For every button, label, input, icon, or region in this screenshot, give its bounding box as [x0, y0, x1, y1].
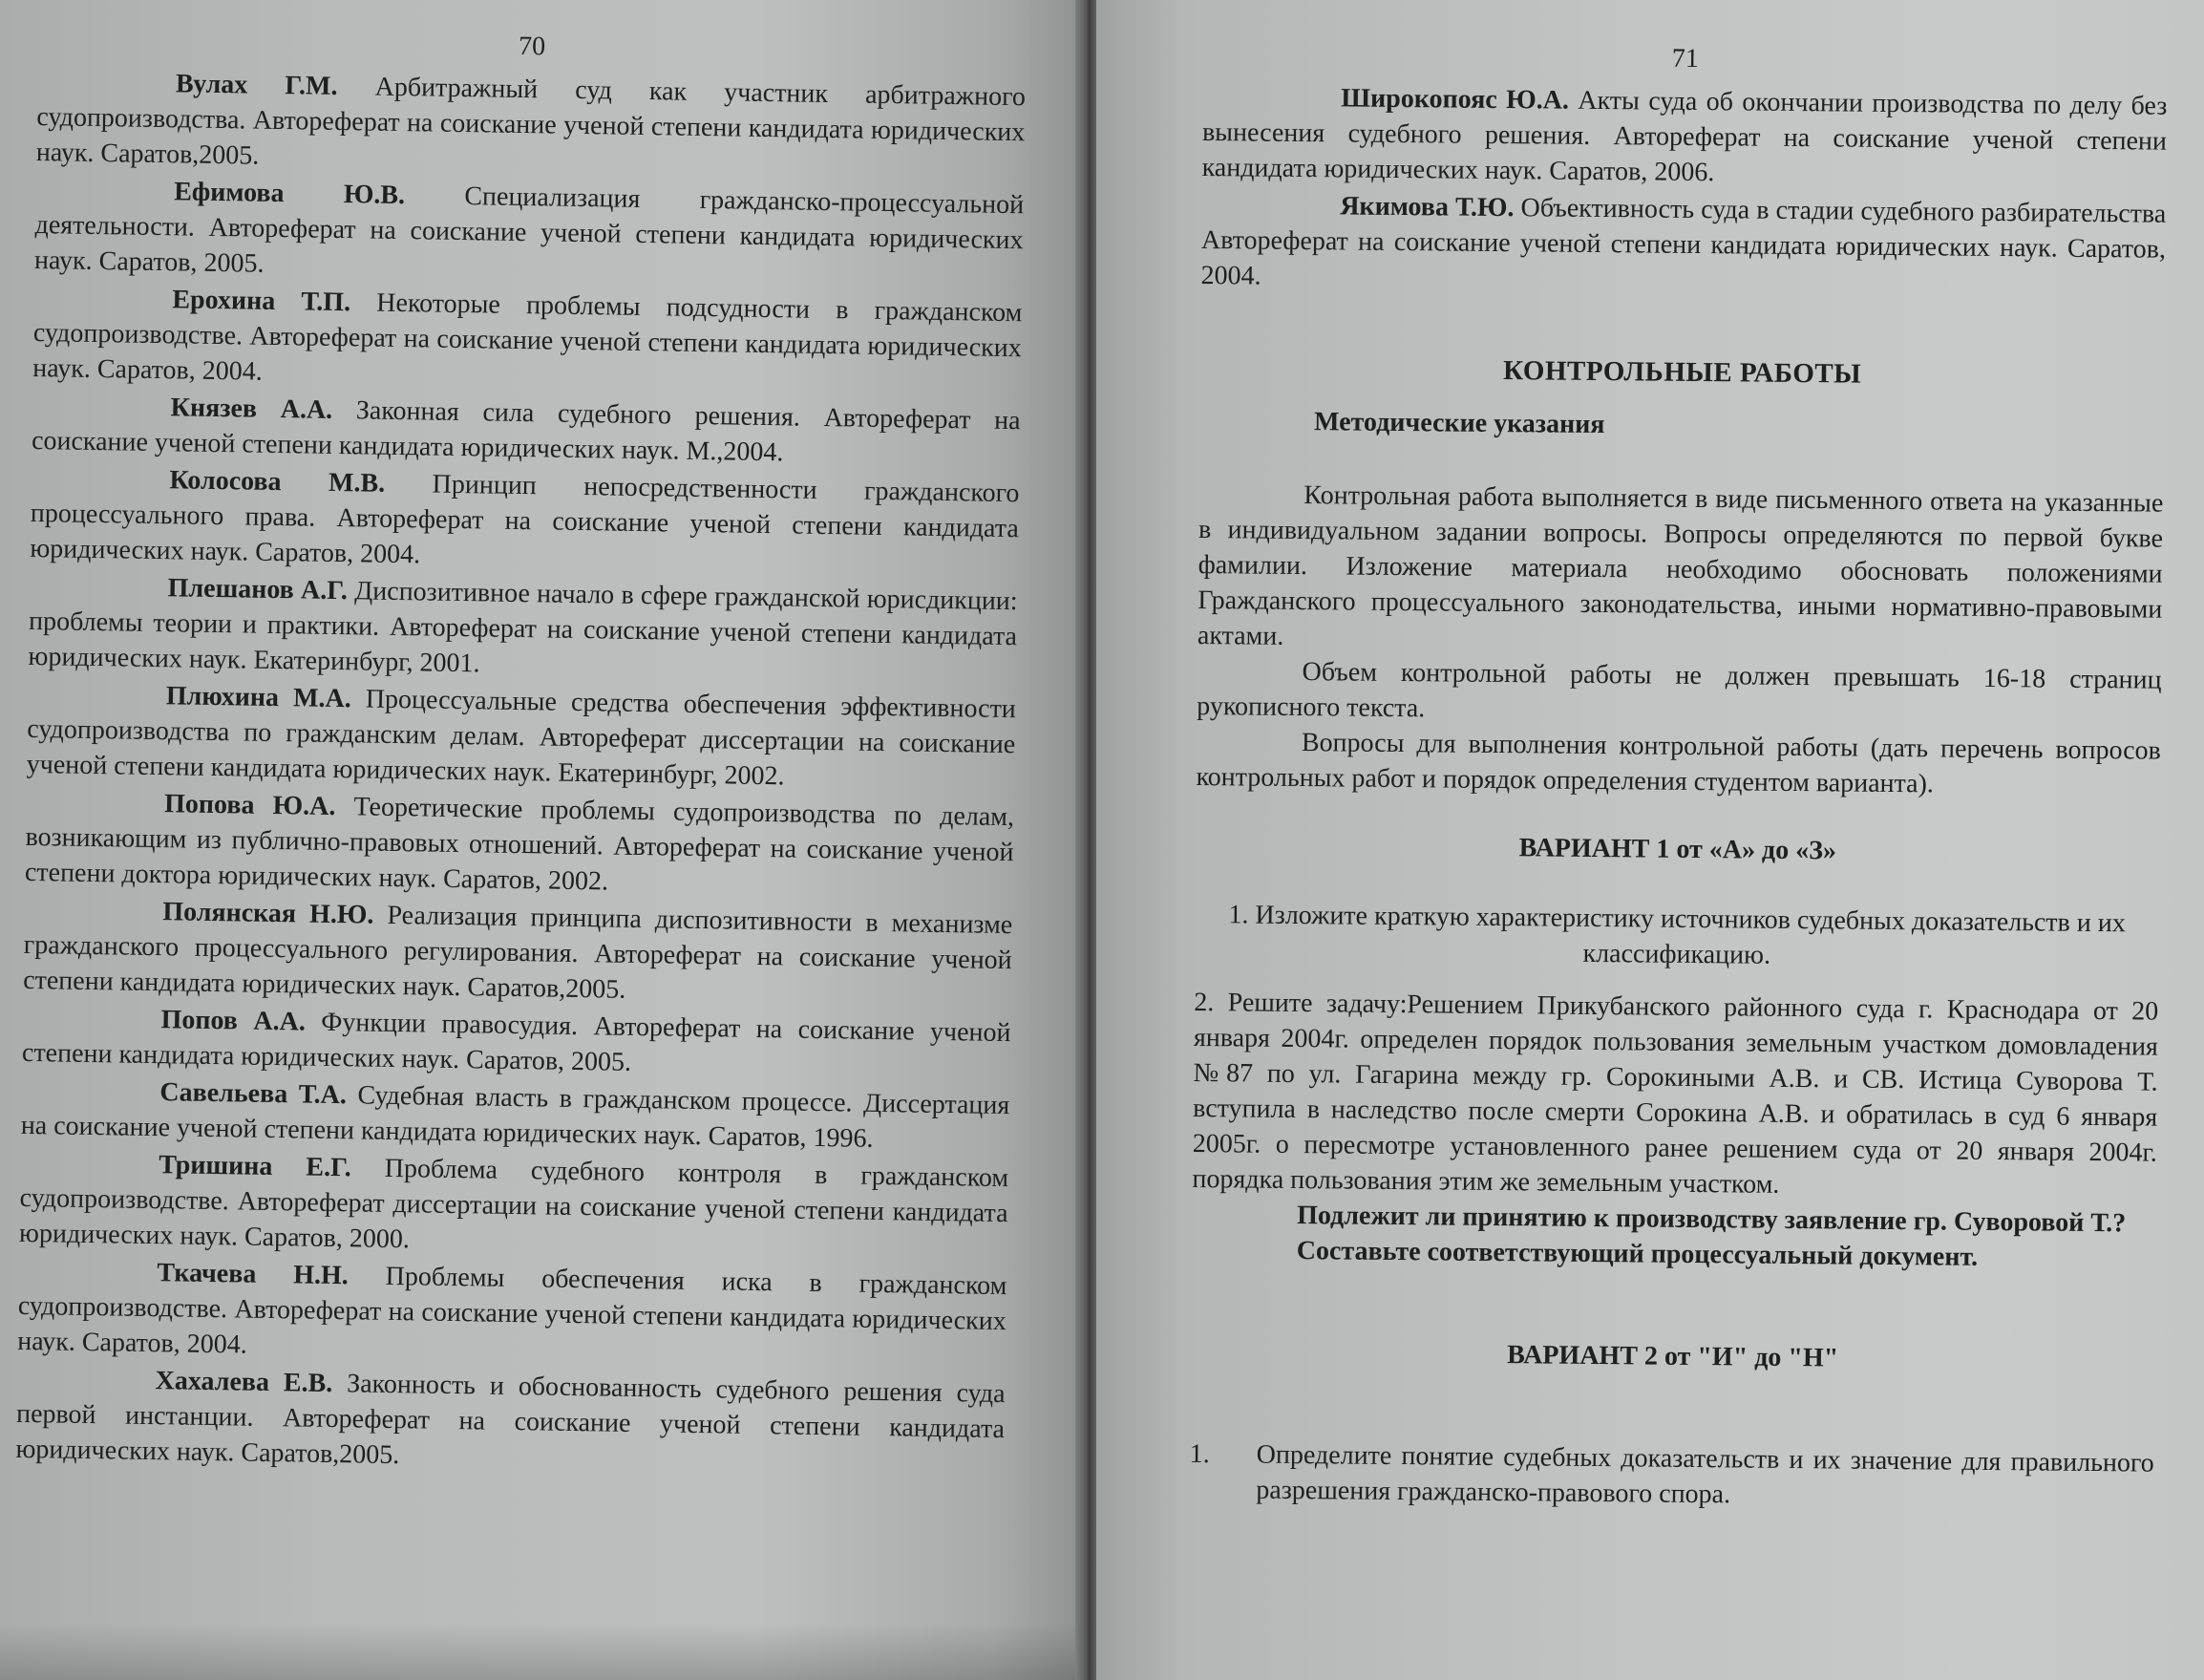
instruction-paragraph: Вопросы для выполнения контрольной работы (дать перечень вопросов контрольных работ и порядок определения студентом варианта).	[1196, 728, 2162, 799]
entry-author: Ефимова Ю.В.	[173, 177, 406, 211]
entry-text: Арбитражный суд как участник арбитражного судопроизводства. Автореферат на соискание ученой степени кандидата юридических наук. Саратов,2005.	[35, 72, 1027, 171]
entry-text: Законность и обоснованность судебного решения суда первой инстанции. Автореферат на соискание ученой степени кандидата юридических наук. Саратов,2005.	[15, 1369, 1006, 1471]
bibliography-entry	[22, 1000, 1011, 1086]
entry-text: Специализация гражданско-процессуальной деятельности. Автореферат на соискание ученой степени кандидата юридических наук. Саратов, 2005.	[33, 181, 1025, 279]
entry-author: Князев А.А.	[170, 393, 333, 425]
page-number-left: 70	[518, 31, 546, 62]
instruction-paragraph: Контрольная работа выполняется в виде письменного ответа на указанные в индивидуальном задании вопросы. Вопросы определяются по первой букве фамилии. Изложение материала необходимо обосновать положениями Гражданского процессуального законодательства, иными нормативно-правовыми актами.	[1197, 480, 2164, 651]
bibliography-entry	[28, 568, 1018, 690]
entry-author: Якимова Т.Ю.	[1340, 191, 1515, 223]
bibliography-entry	[25, 784, 1015, 905]
entry-text: Принцип непосредственности гражданского процессуального права. Автореферат на соискание ученой степени кандидата юридических наук. Саратов, 2004.	[30, 469, 1020, 570]
variant-1-question-1: 1. Изложите краткую характеристику источников судебных доказательств и их классификацию.	[1228, 900, 2126, 970]
entry-text: Функции правосудия. Автореферат на соискание ученой степени кандидата юридических наук. Саратов, 2005.	[21, 1007, 1011, 1077]
variant-1-title: ВАРИАНТ 1 от «А» до «З»	[1518, 833, 1837, 866]
bibliography-entry	[23, 892, 1013, 1013]
bibliography-entry	[34, 172, 1025, 293]
bibliography-entry	[17, 1253, 1007, 1374]
bibliography-entry	[36, 64, 1027, 185]
right-page	[1096, 0, 2204, 1680]
entry-author: Ткачева Н.Н.	[157, 1258, 350, 1291]
entry-author: Ерохина Т.П.	[172, 285, 351, 318]
entry-text: Проблема судебного контроля в гражданском судопроизводстве. Автореферат диссертации на соискание ученой степени кандидата юридических наук. Саратов, 2000.	[18, 1153, 1009, 1255]
right-page-content	[1189, 36, 2168, 1517]
left-page-content	[15, 21, 1027, 1482]
instruction-paragraph: Объем контрольной работы не должен превышать 16-18 страниц рукописного текста.	[1197, 657, 2162, 724]
entry-author: Колосова М.В.	[169, 465, 386, 499]
bibliography-entry	[32, 388, 1021, 474]
entry-author: Савельева Т.А.	[159, 1077, 348, 1111]
entry-text: Судебная власть в гражданском процессе. Диссертация на соискание ученой степени кандидата юридических наук. Саратов, 1996.	[20, 1080, 1010, 1154]
entry-author: Полянская Н.Ю.	[162, 897, 374, 930]
entry-text: Теоретические проблемы судопроизводства по делам, возникающим из публично-правовых отношений. Автореферат на соискание ученой степени доктора юридических наук. Саратов, 2002.	[24, 792, 1015, 897]
entry-author: Плешанов А.Г.	[167, 573, 349, 606]
page-bottom-shadow	[0, 1623, 1079, 1680]
entry-text: Некоторые проблемы подсудности в гражданском судопроизводстве. Автореферат на соискание ученой степени кандидата юридических наук. Саратов, 2004.	[32, 287, 1023, 387]
variant-2-item-1	[1189, 1436, 2154, 1517]
bibliography-entry	[19, 1145, 1009, 1266]
entry-author: Хахалева Е.В.	[155, 1366, 333, 1399]
bibliography-entry	[32, 280, 1023, 401]
entry-author: Тришина Е.Г.	[158, 1150, 352, 1183]
bibliography-entry	[30, 460, 1020, 582]
bibliography-entry	[1202, 79, 2168, 195]
item-text: Определите понятие судебных доказательств и их значение для правильного разрешения гражданско-правового спора.	[1256, 1439, 2154, 1510]
entry-author: Плюхина М.А.	[165, 681, 351, 714]
entry-author: Вулах Г.М.	[175, 69, 338, 101]
entry-author: Попова Ю.А.	[163, 789, 336, 821]
bibliography-entry	[26, 676, 1016, 797]
entry-text: Реализация принципа диспозитивности в механизме гражданского процессуального регулирования. Автореферат на соискание ученой степени кандидата юридических наук. Саратов,2005.	[22, 900, 1013, 1005]
entry-author: Широкопояс Ю.А.	[1341, 83, 1570, 116]
entry-text: Диспозитивное начало в сфере гражданской юрисдикции: проблемы теории и практики. Автореферат на соискание ученой степени кандидата юридических наук. Екатеринбург, 2001.	[28, 576, 1018, 679]
entry-text: Объективность суда в стадии судебного разбирательства Автореферат на соискание ученой степени кандидата юридических наук. Саратов, 2004.	[1200, 193, 2167, 291]
bibliography-entry	[21, 1073, 1010, 1159]
entry-text: Акты суда об окончании производства по делу без вынесения судебного решения. Автореферат на соискание ученой степени кандидата юридических наук. Саратов, 2006.	[1201, 85, 2168, 188]
section-title: КОНТРОЛЬНЫЕ РАБОТЫ	[1502, 355, 1862, 390]
entry-author: Попов А.А.	[160, 1005, 307, 1037]
entry-text: Проблемы обеспечения иска в гражданском судопроизводстве. Автореферат на соискание ученой степени кандидата юридических наук. Саратов, 2004.	[17, 1261, 1007, 1360]
entry-text: Законная сила судебного решения. Автореферат на соискание ученой степени кандидата юридических наук. М.,2004.	[31, 395, 1021, 468]
variant-2-title: ВАРИАНТ 2 от "И" до "Н"	[1507, 1340, 1839, 1373]
item-number: 1.	[1189, 1438, 1210, 1470]
variant-1-question-2: 2. Решите задачу:Решением Прикубанского районного суда г. Краснодара от 20 января 2004г. определен порядок пользования земельным участком домовладения №87 по ул. Гагарина между гр. Сорокиными А.В. и СВ. Истица Суворова Т. вступила в наследство после смерти Сорокина А.В. и обратилась в суд 6 января 2005г. о пересмотре установленного ранее решением суда от 20 января 2004г. порядка пользования этим же земельным участком.	[1192, 987, 2159, 1200]
left-page	[0, 0, 1079, 1680]
entry-text: Процессуальные средства обеспечения эффективности судопроизводства по гражданским делам. Автореферат диссертации на соискание ученой степени кандидата юридических наук. Екатеринбург, 2002.	[26, 684, 1017, 792]
bibliography-entry	[1200, 187, 2166, 303]
subsection-title: Методические указания	[1313, 407, 1605, 440]
bibliography-entry	[15, 1361, 1006, 1482]
page-number-right: 71	[1671, 43, 1699, 74]
variant-1-question-2-assignment: Составьте соответствующий процессуальный документ.	[1296, 1235, 1979, 1272]
variant-1-question-2-prompt: Подлежит ли принятию к производству заявление гр. Суворовой Т.?	[1297, 1200, 2127, 1239]
